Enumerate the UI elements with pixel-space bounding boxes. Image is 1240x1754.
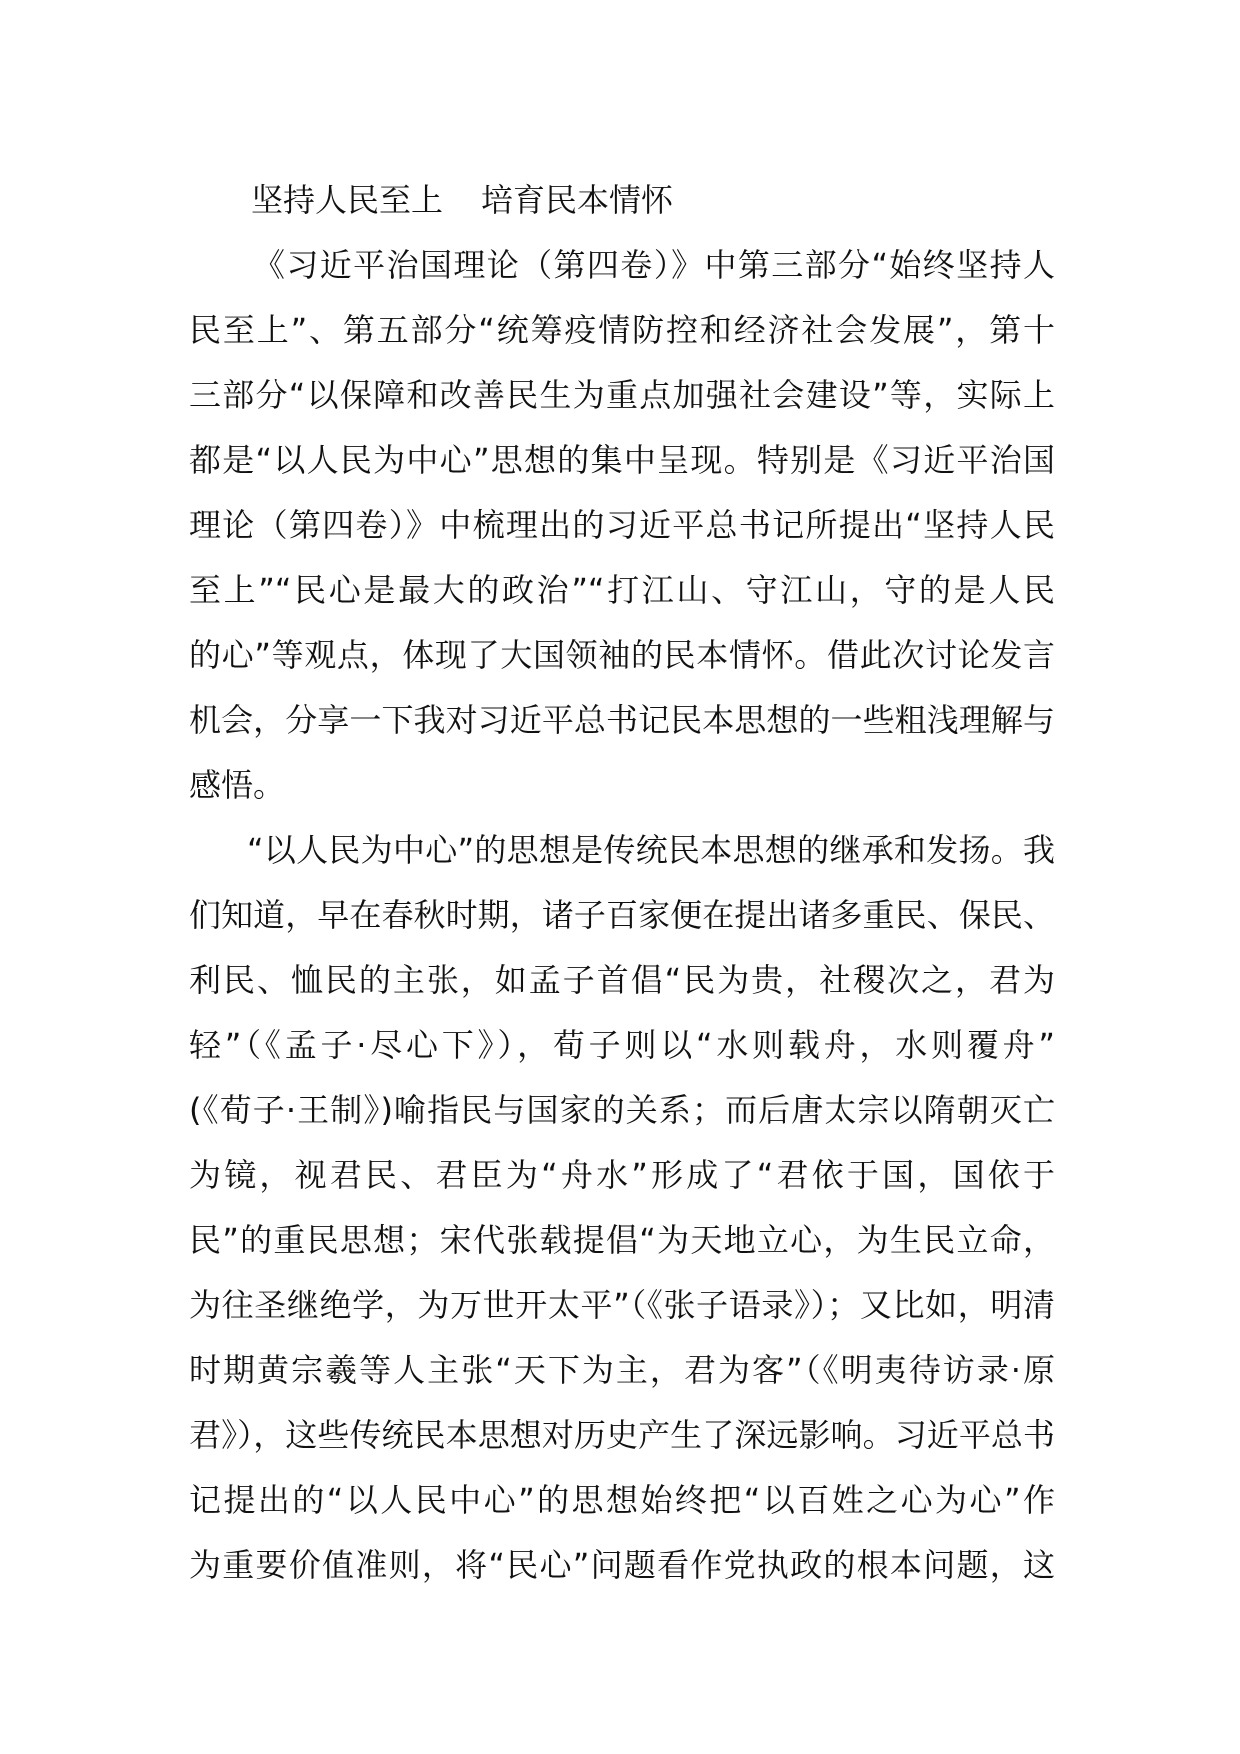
paragraph-1	[189, 233, 1055, 818]
title-part-2: 培育民本情怀	[481, 181, 674, 219]
paragraph-line: 利民、恤民的主张，如孟子首倡“民为贵，社稷次之，君为	[189, 961, 1055, 999]
paragraph-line: 都是“以人民为中心”思想的集中呈现。特别是《习近平治国	[189, 441, 1055, 479]
paragraph-line: 民至上”、第五部分“统筹疫情防控和经济社会发展”，第十	[189, 311, 1055, 349]
paragraph-line: 为镜，视君民、君臣为“舟水”形成了“君依于国，国依于	[189, 1156, 1055, 1194]
title-part-1: 坚持人民至上	[251, 181, 444, 219]
paragraph-line: 轻”（《孟子·尽心下》），荀子则以“水则载舟，水则覆舟”	[189, 1026, 1055, 1064]
paragraph-line: 们知道，早在春秋时期，诸子百家便在提出诸多重民、保民、	[189, 896, 1055, 934]
paragraph-line: 为往圣继绝学，为万世开太平”（《张子语录》）；又比如，明清	[189, 1286, 1055, 1324]
paragraph-line: 至上”“民心是最大的政治”“打江山、守江山，守的是人民	[189, 571, 1055, 609]
paragraph-line: 时期黄宗羲等人主张“天下为主，君为客”（《明夷待访录·原	[189, 1351, 1055, 1389]
paragraph-line: 君》），这些传统民本思想对历史产生了深远影响。习近平总书	[189, 1416, 1055, 1454]
paragraph-line: 民”的重民思想；宋代张载提倡“为天地立心，为生民立命，	[189, 1221, 1055, 1259]
paragraph-line: 记提出的“以人民中心”的思想始终把“以百姓之心为心”作	[189, 1481, 1055, 1519]
paragraph-line: 《习近平治国理论（第四卷）》中第三部分“始终坚持人	[253, 246, 1055, 284]
paragraph-line: “以人民为中心”的思想是传统民本思想的继承和发扬。我	[247, 831, 1055, 869]
paragraph-line: (《荀子·王制》)喻指民与国家的关系；而后唐太宗以隋朝灭亡	[189, 1091, 1055, 1129]
document-title	[189, 168, 1055, 233]
paragraph-line: 感悟。	[189, 766, 286, 804]
paragraph-line: 为重要价值准则，将“民心”问题看作党执政的根本问题，这	[189, 1546, 1055, 1584]
document-body	[189, 168, 1055, 1598]
paragraph-line: 的心”等观点，体现了大国领袖的民本情怀。借此次讨论发言	[189, 636, 1055, 674]
paragraph-line: 机会，分享一下我对习近平总书记民本思想的一些粗浅理解与	[189, 701, 1055, 739]
paragraph-line: 三部分“以保障和改善民生为重点加强社会建设”等，实际上	[189, 376, 1055, 414]
paragraph-2	[189, 818, 1055, 1598]
paragraph-line: 理论（第四卷）》中梳理出的习近平总书记所提出“坚持人民	[189, 506, 1055, 544]
